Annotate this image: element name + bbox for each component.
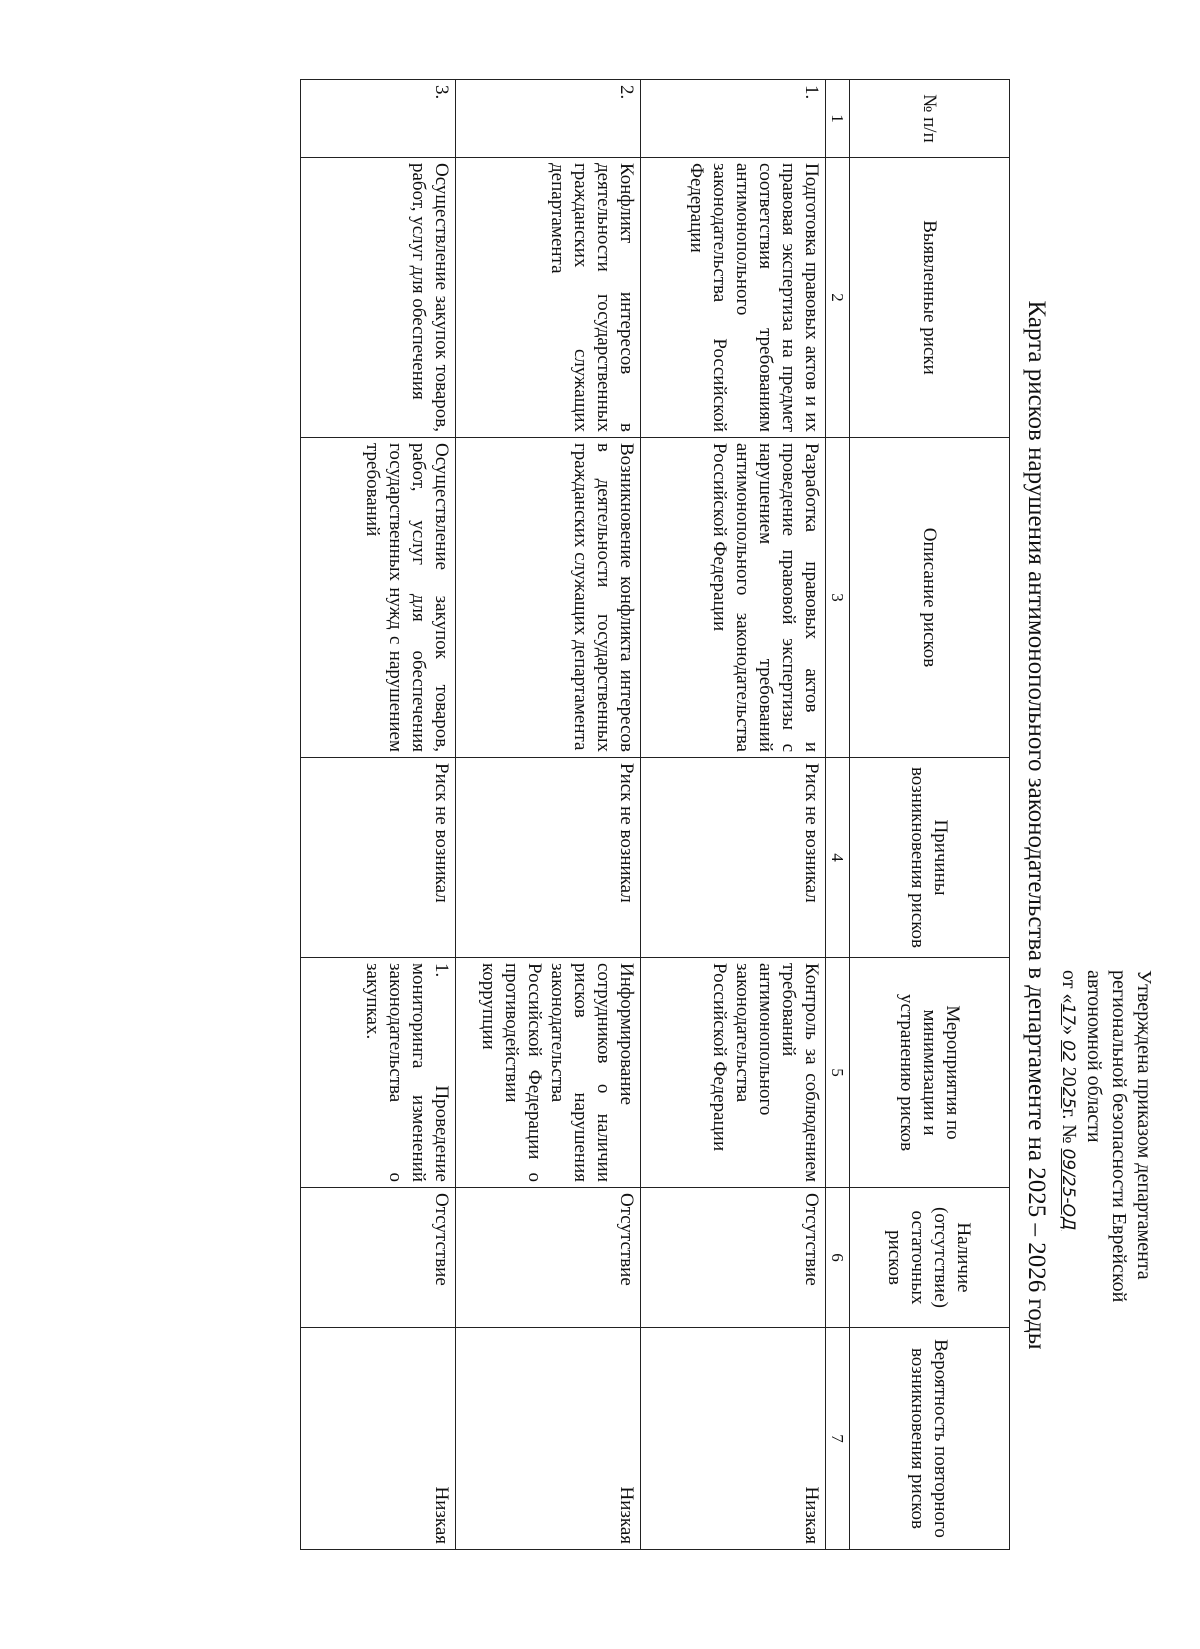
row-risk: Осуществление закупок товаров, работ, услуг для обеспечения (301, 158, 456, 438)
table-row (301, 80, 456, 1550)
table-row (456, 80, 641, 1550)
row-no: 1. (641, 80, 826, 158)
approval-line-1: Утверждена приказом департамента (1133, 970, 1155, 1280)
row-residual: Отсутствие (301, 1188, 456, 1328)
date-mid: » (1058, 1025, 1080, 1036)
row-causes: Риск не возникал (641, 758, 826, 958)
approval-month: 02 (1058, 1040, 1078, 1062)
approval-stamp (1055, 970, 1156, 1530)
approval-year: 25 (1058, 1086, 1078, 1109)
row-risk: Подготовка правовых актов и их правовая экспертиза на предмет соответствия требованиям антимонопольного законодательства Российской Федерации (641, 158, 826, 438)
row-causes: Риск не возникал (301, 758, 456, 958)
column-number: 2 (826, 158, 850, 438)
date-prefix: от « (1058, 970, 1080, 1004)
row-description: Возникновение конфликта интересов в деятельности государственных гражданских служащих департамента (456, 438, 641, 758)
header-description: Описание рисков (850, 438, 1010, 758)
row-no: 2. (456, 80, 641, 158)
table-header-row (850, 80, 1010, 1550)
header-residual: Наличие (отсутствие) остаточных рисков (850, 1188, 1010, 1328)
row-residual: Отсутствие (456, 1188, 641, 1328)
header-measures: Мероприятия по минимизации и устранению рисков (850, 958, 1010, 1188)
approval-day: 17 (1058, 1003, 1078, 1026)
header-risk: Выявленные риски (850, 158, 1010, 438)
row-probability: Низкая (456, 1328, 641, 1550)
row-description: Осуществление закупок товаров, работ, услуг для обеспечения государственных нужд с нарушением требований (301, 438, 456, 758)
approval-line-3: автономной области (1083, 970, 1105, 1143)
row-risk: Конфликт интересов в деятельности государственных гражданских служащих департамента (456, 158, 641, 438)
column-number: 5 (826, 958, 850, 1188)
header-causes: Причины возникновения рисков (850, 758, 1010, 958)
column-number: 7 (826, 1328, 850, 1550)
row-measures: Контроль за соблюдением требований антимонопольного законодательства Российской Федерации (641, 958, 826, 1188)
row-probability: Низкая (641, 1328, 826, 1550)
row-description: Разработка правовых актов и проведение правовой экспертизы с нарушением требований антимонопольного законодательства Российской Федерации (641, 438, 826, 758)
approval-line-2: региональной безопасности Еврейской (1108, 970, 1130, 1303)
row-measures: Информирование сотрудников о наличии рисков нарушения законодательства Российской Федерации о противодействии коррупции (456, 958, 641, 1188)
year-prefix: 20 (1058, 1066, 1080, 1087)
header-probability: Вероятность повторного возникновения рисков (850, 1328, 1010, 1550)
column-number-row (826, 80, 850, 1550)
approval-number: 09/25-ОД (1058, 1148, 1078, 1231)
column-number: 6 (826, 1188, 850, 1328)
column-number: 1 (826, 80, 850, 158)
table-row (641, 80, 826, 1550)
column-number: 4 (826, 758, 850, 958)
document-title: Карта рисков нарушения антимонопольного законодательства в департаменте на 2025 – 2026 годы (1023, 300, 1050, 1350)
row-measures: 1. Проведение мониторинга изменений законодательства о закупках. (301, 958, 456, 1188)
row-no: 3. (301, 80, 456, 158)
approval-date-line (1055, 970, 1081, 1530)
row-causes: Риск не возникал (456, 758, 641, 958)
risk-table (300, 79, 1010, 1550)
header-no: № п/п (850, 80, 1010, 158)
row-residual: Отсутствие (641, 1188, 826, 1328)
number-prefix: г. № (1058, 1108, 1080, 1144)
column-number: 3 (826, 438, 850, 758)
row-probability: Низкая (301, 1328, 456, 1550)
